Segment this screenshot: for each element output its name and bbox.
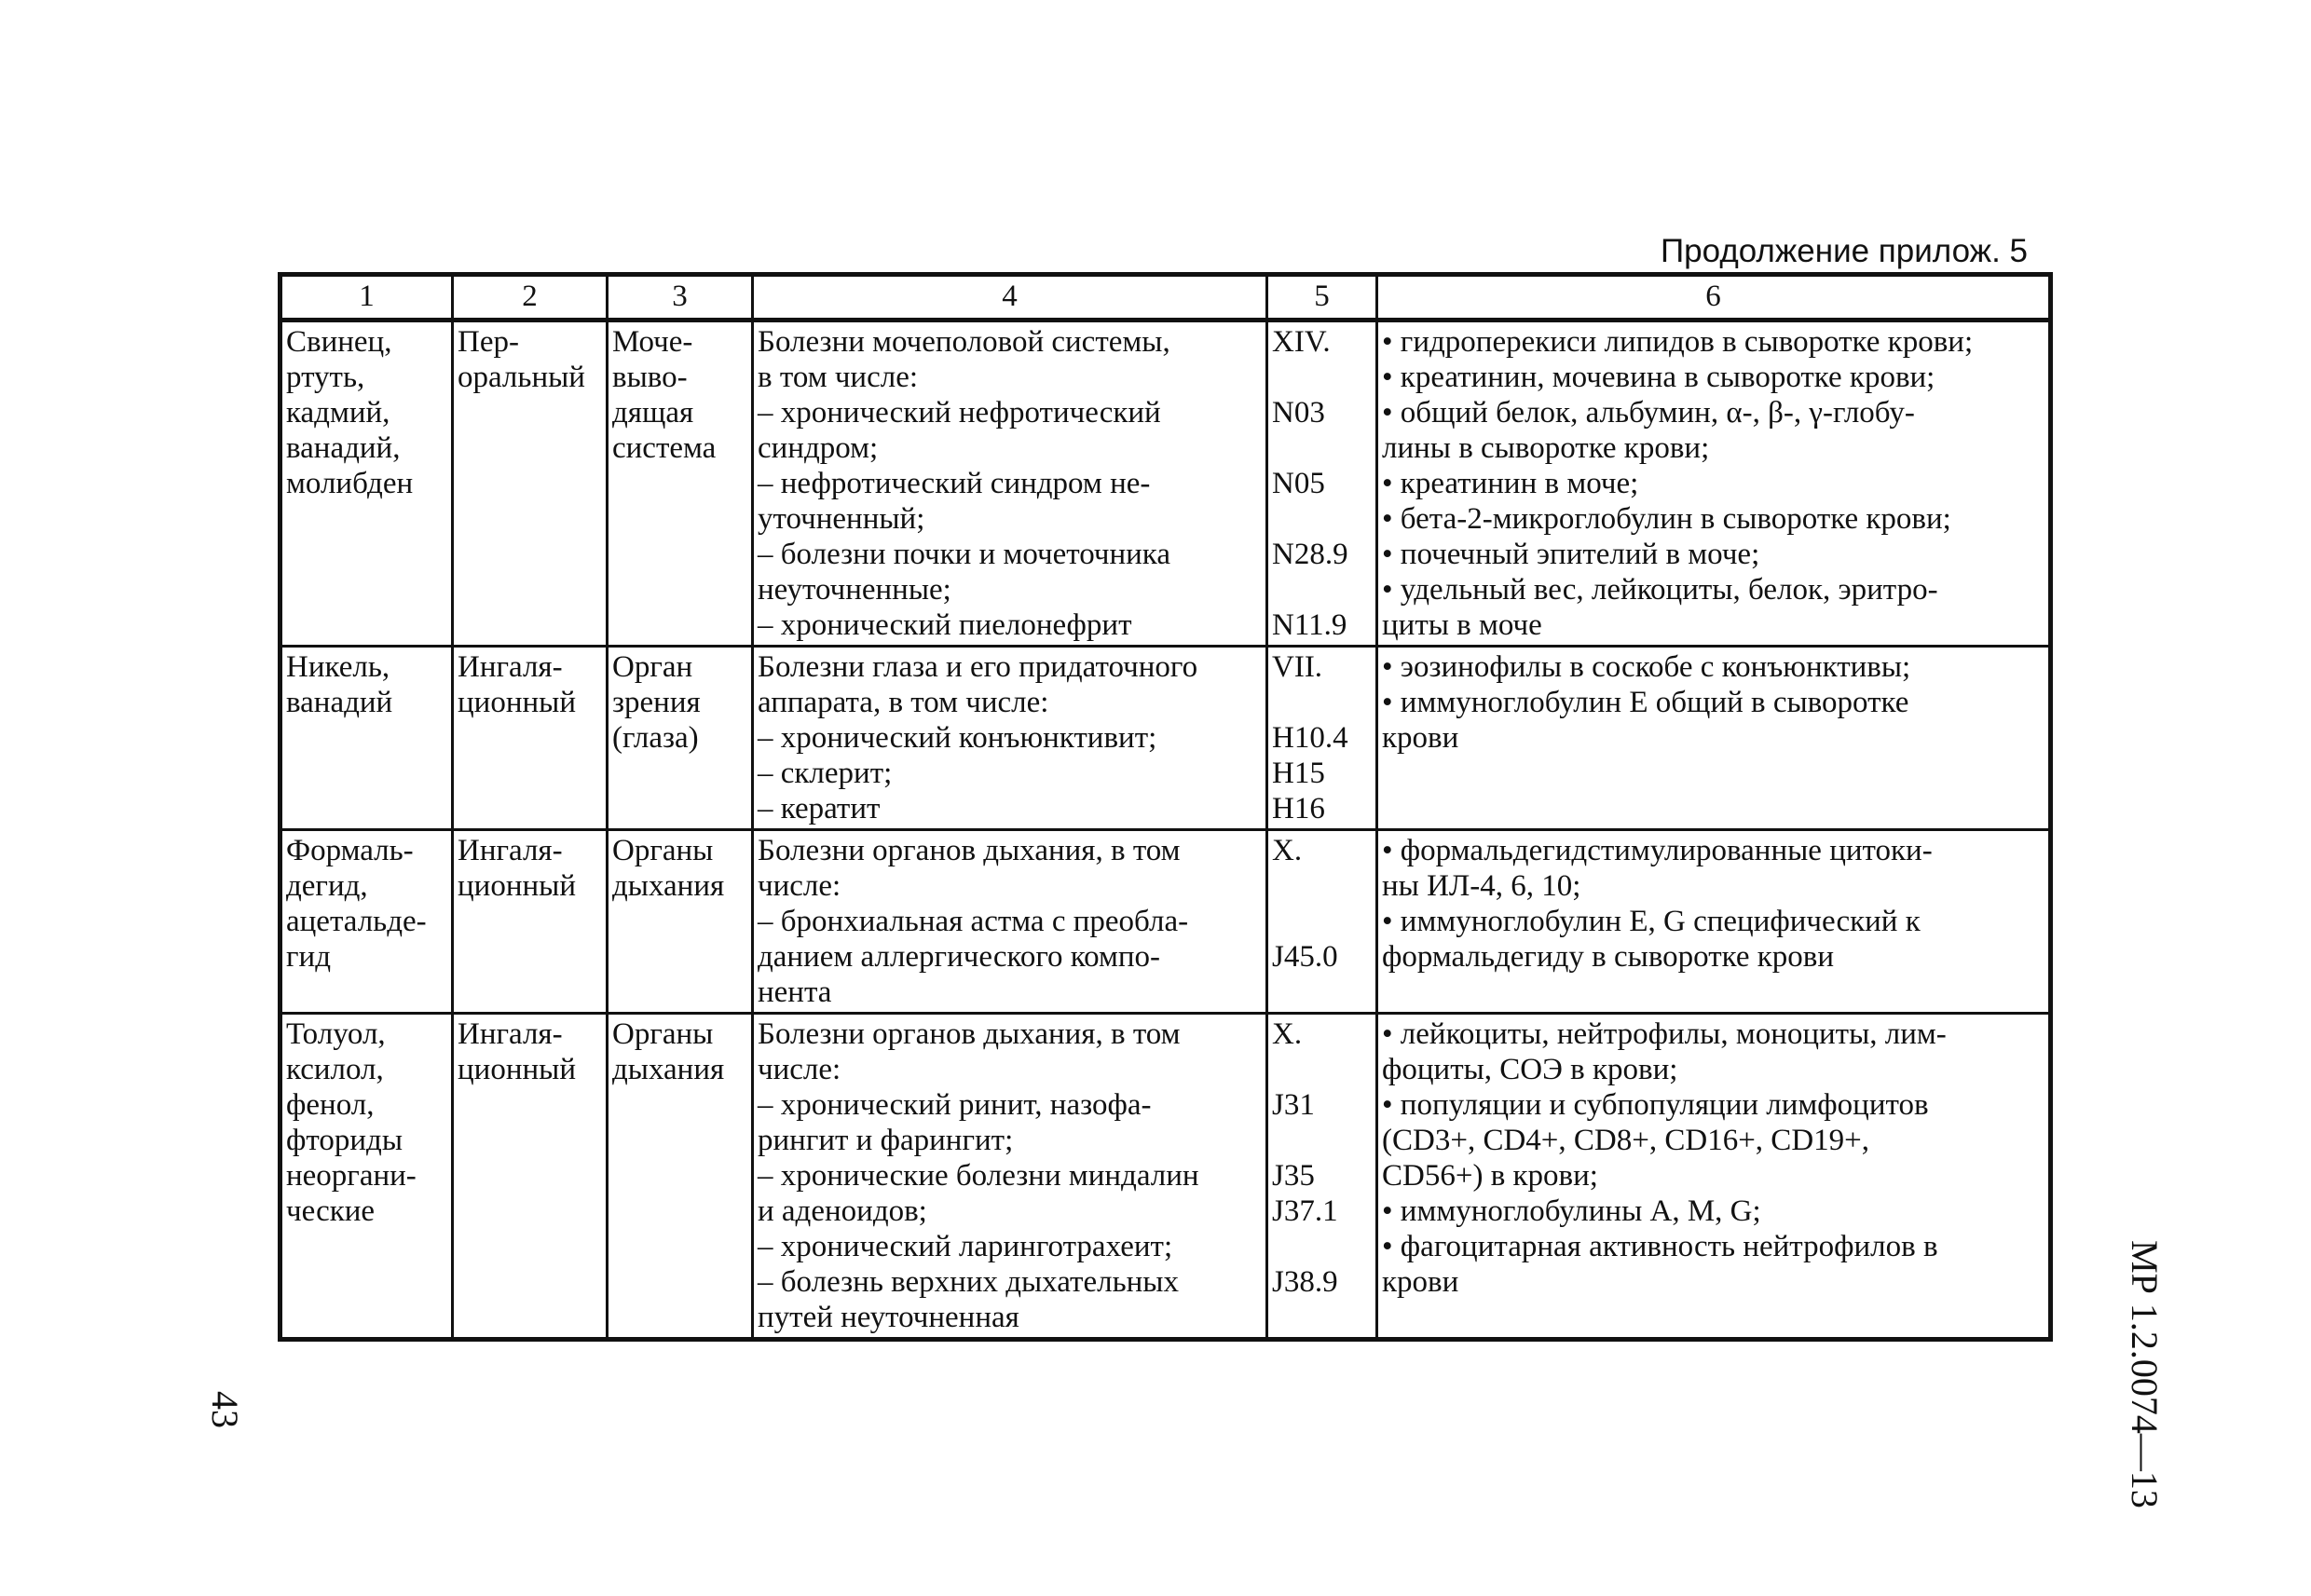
cell-line: • удельный вес, лейкоциты, белок, эритро- [1382,573,1938,607]
cell-line: фториды [286,1124,403,1157]
cell-line: J35 [1272,1159,1315,1193]
cell-line: Формаль- [286,834,414,867]
continuation-label: Продолжение прилож. 5 [1661,233,2028,269]
disease-cell [753,830,1267,1014]
cell-line [1272,1052,1372,1087]
cell-line: Свинец, [286,325,392,359]
cell-line: оральный [458,361,585,394]
cell-line: фоциты, СОЭ в крови; [1382,1053,1678,1086]
cell-line: • иммуноглобулин Е, G специфический к [1382,905,1921,938]
cell-line: – хронический ринит, назофа- [758,1088,1152,1122]
cell-line: дыхания [612,869,725,903]
cell-line: уточненный; [758,502,925,536]
cell-line: числе: [758,869,841,903]
cell-line: Органы [612,1017,714,1051]
cell-line [1272,572,1372,607]
icd-code-cell [1267,1014,1377,1340]
table-row [280,1014,2051,1340]
cell-line: неоргани- [286,1159,417,1193]
cell-line: • формальдегидстимулированные цитоки- [1382,834,1933,867]
cell-line: в том числе: [758,361,919,394]
cell-line: Никель, [286,650,390,684]
cell-line: H10.4 [1272,721,1348,755]
substance-cell [280,647,453,830]
organ-system-cell [608,1014,753,1340]
cell-line: неуточненные; [758,573,951,607]
cell-line: – хронический ларинготрахеит; [758,1230,1173,1263]
cell-line: и аденоидов; [758,1194,927,1228]
cell-line: N05 [1272,467,1325,500]
column-header-2: 2 [453,275,608,321]
table-row [280,647,2051,830]
cell-line: система [612,431,717,465]
cell-line: J31 [1272,1088,1315,1122]
cell-line: лины в сыворотке крови; [1382,431,1710,465]
cell-line: J45.0 [1272,940,1338,974]
cell-line: ческие [286,1194,376,1228]
cell-line: – болезнь верхних дыхательных [758,1265,1179,1299]
cell-line: фенол, [286,1088,375,1122]
cell-line: N03 [1272,396,1325,430]
cell-line [1272,1300,1372,1335]
cell-line: – хронический пиелонефрит [758,608,1132,642]
cell-line: аппарата, в том числе: [758,686,1049,719]
cell-line: ционный [458,869,576,903]
column-header-5: 5 [1267,275,1377,321]
cell-line [1272,685,1372,720]
indicator-cell [1377,1014,2051,1340]
cell-line: • фагоцитарная активность нейтрофилов в [1382,1230,1938,1263]
cell-line: • гидроперекиси липидов в сыворотке крови; [1382,325,1974,359]
cell-line: Толуол, [286,1017,386,1051]
column-header-1: 1 [280,275,453,321]
cell-line: Моче- [612,325,693,359]
cell-line: N28.9 [1272,538,1348,571]
cell-line: формальдегиду в сыворотке крови [1382,940,1835,974]
cell-line: Болезни глаза и его придаточного [758,650,1198,684]
cell-line: – нефротический синдром не- [758,467,1151,500]
cell-line: – хронический конъюнктивит; [758,721,1157,755]
cell-line: крови [1382,1265,1459,1299]
cell-line: – кератит [758,792,881,825]
disease-cell [753,1014,1267,1340]
cell-line: ванадий [286,686,393,719]
cell-line: ны ИЛ-4, 6, 10; [1382,869,1581,903]
substance-cell [280,830,453,1014]
cell-line: (CD3+, CD4+, CD8+, CD16+, CD19+, [1382,1124,1870,1157]
route-cell [453,647,608,830]
cell-line: Пер- [458,325,519,359]
cell-line: • бета-2-микроглобулин в сыворотке крови; [1382,502,1951,536]
cell-line: – хронический нефротический [758,396,1161,430]
cell-line: J37.1 [1272,1194,1338,1228]
cell-line: – болезни почки и мочеточника [758,538,1170,571]
cell-line: H15 [1272,757,1325,790]
cell-line: крови [1382,721,1459,755]
table-header [280,275,2051,321]
route-cell [453,1014,608,1340]
cell-line: ционный [458,686,576,719]
cell-line: • креатинин, мочевина в сыворотке крови; [1382,361,1935,394]
cell-line [1272,1229,1372,1264]
cell-line: синдром; [758,431,879,465]
cell-line [1272,360,1372,395]
cell-line: X. [1272,1017,1303,1051]
header-row [280,275,2051,321]
cell-line [1272,975,1372,1010]
cell-line: дящая [612,396,694,430]
organ-system-cell [608,321,753,647]
cell-line: Ингаля- [458,1017,563,1051]
hazard-table [278,272,2053,1342]
route-cell [453,321,608,647]
cell-line: Ингаля- [458,834,563,867]
cell-line: • лейкоциты, нейтрофилы, моноциты, лим- [1382,1017,1947,1051]
table-row [280,830,2051,1014]
cell-line [1272,430,1372,466]
icd-code-cell [1267,321,1377,647]
cell-line: N11.9 [1272,608,1347,642]
cell-line [1272,1123,1372,1158]
cell-line: J38.9 [1272,1265,1338,1299]
cell-line: ртуть, [286,361,365,394]
cell-line: ционный [458,1053,576,1086]
cell-line: Орган [612,650,693,684]
substance-cell [280,321,453,647]
route-cell [453,830,608,1014]
cell-line: • иммуноглобулины А, М, G; [1382,1194,1761,1228]
organ-system-cell [608,830,753,1014]
indicator-cell [1377,321,2051,647]
cell-line: дыхания [612,1053,725,1086]
table-body [280,321,2051,1340]
cell-line: молибден [286,467,414,500]
page-number: 43 [204,1391,246,1428]
cell-line [1272,904,1372,939]
disease-cell [753,647,1267,830]
cell-line: ацетальде- [286,905,427,938]
cell-line: Болезни мочеполовой системы, [758,325,1170,359]
cell-line: циты в моче [1382,608,1542,642]
cell-line: ванадий, [286,431,401,465]
cell-line: CD56+) в крови; [1382,1159,1598,1193]
indicator-cell [1377,647,2051,830]
cell-line: нента [758,975,832,1009]
cell-line: Органы [612,834,714,867]
cell-line: зрения [612,686,701,719]
document-code: МР 1.2.0074—13 [2124,1240,2166,1508]
cell-line: XIV. [1272,325,1331,359]
cell-line: Болезни органов дыхания, в том [758,1017,1181,1051]
cell-line: H16 [1272,792,1325,825]
cell-line: – хронические болезни миндалин [758,1159,1199,1193]
cell-line: дегид, [286,869,368,903]
cell-line: данием аллергического компо- [758,940,1161,974]
indicator-cell [1377,830,2051,1014]
cell-line [1272,501,1372,537]
cell-line: выво- [612,361,688,394]
cell-line: • общий белок, альбумин, α-, β-, γ-глобу- [1382,396,1915,430]
cell-line: кадмий, [286,396,390,430]
column-header-4: 4 [753,275,1267,321]
icd-code-cell [1267,647,1377,830]
column-header-3: 3 [608,275,753,321]
cell-line [1272,868,1372,904]
cell-line: гид [286,940,331,974]
disease-cell [753,321,1267,647]
cell-line: ксилол, [286,1053,384,1086]
cell-line: (глаза) [612,721,699,755]
column-header-6: 6 [1377,275,2051,321]
cell-line: Болезни органов дыхания, в том [758,834,1181,867]
cell-line: X. [1272,834,1303,867]
cell-line: • популяции и субпопуляции лимфоцитов [1382,1088,1929,1122]
cell-line: числе: [758,1053,841,1086]
cell-line: рингит и фарингит; [758,1124,1014,1157]
cell-line: путей неуточненная [758,1301,1019,1334]
organ-system-cell [608,647,753,830]
icd-code-cell [1267,830,1377,1014]
substance-cell [280,1014,453,1340]
cell-line: • почечный эпителий в моче; [1382,538,1760,571]
cell-line: • иммуноглобулин Е общий в сыворотке [1382,686,1909,719]
cell-line: VII. [1272,650,1323,684]
cell-line: Ингаля- [458,650,563,684]
cell-line: • эозинофилы в соскобе с конъюнктивы; [1382,650,1911,684]
table-row [280,321,2051,647]
cell-line: – склерит; [758,757,893,790]
cell-line: • креатинин в моче; [1382,467,1639,500]
cell-line: – бронхиальная астма с преобла- [758,905,1189,938]
